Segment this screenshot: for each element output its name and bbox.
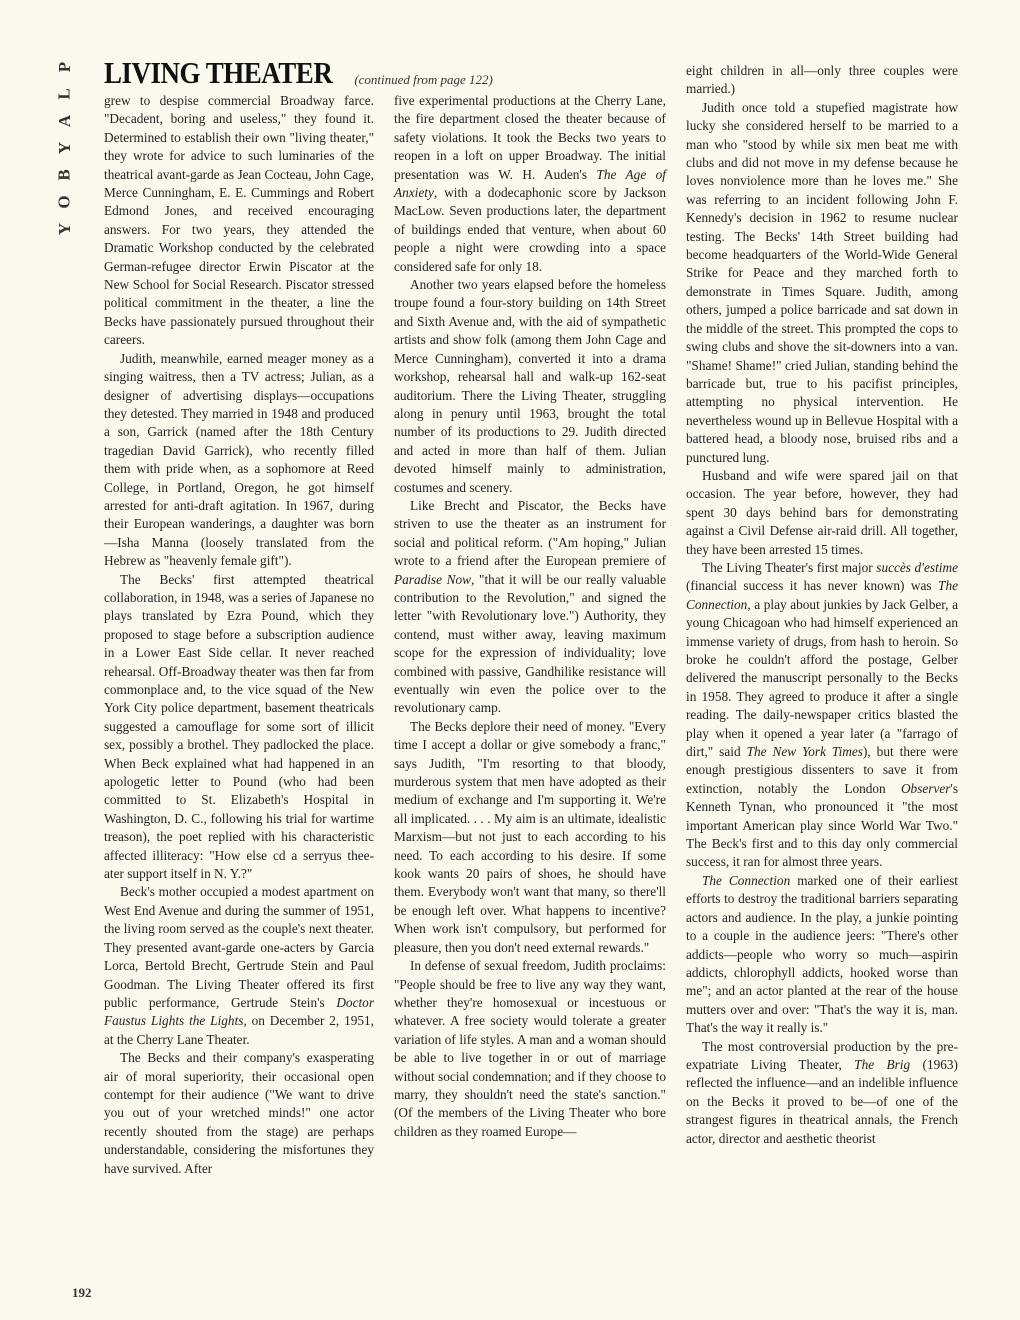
- paragraph: Like Brecht and Piscator, the Becks have striven to use the theater as an instrument for social and political reform. ("Am hoping," Julian wrote to a friend after the European premiere of Paradise Now, "that it will be our really valuable contribution to the Revolution," and signed the letter "with Revolutionary love.") Authority, they contend, must wither away, leaving maximum scope for the expression of individuality; love combined with passive, Gandhilike resistance will eventually win even the police over to the revolutionary camp.: [394, 497, 666, 716]
- sidebar-letter: Y: [55, 222, 74, 236]
- paragraph: The Becks deplore their need of money. "Every time I accept a dollar or give somebody a franc," says Judith, "I'm resorting to that bloody, murderous system that men have adopted as their medium of exchange and I'm supporting it. We're all implicated. . . . My aim is an ultimate, idealistic Marxism—but not just to each according to his need. To each according to his desire. If some kook wants 20 pairs of shoes, he should have them. Everybody won't want that many, so there'll be enough left over. What happens to incentive? When work isn't compulsory, but performed for pleasure, then you don't need external rewards.": [394, 718, 666, 955]
- article-title: LIVING THEATER: [104, 55, 333, 90]
- publication-title: The New York Times: [746, 744, 863, 760]
- work-title: Paradise Now: [394, 571, 472, 587]
- work-title: Doctor Faustus Lights the Lights: [104, 994, 374, 1029]
- sidebar-letter: L: [55, 88, 74, 100]
- text-column-3: [686, 62, 958, 1148]
- paragraph: The most controversial production by the pre-expatriate Living Theater, The Brig (1963) reflected the influence—and an indelible influence on the Becks it proved to be—of one of the strangest figures in theatrical annals, the French actor, director and aesthetic theorist: [686, 1038, 958, 1146]
- foreign-phrase: succès d'estime: [876, 559, 958, 575]
- paragraph: The Becks and their company's exasperating air of moral superiority, their occasional open contempt for their audience ("We want to drive you out of your wretched minds!" one actor recently shouted from the stage) are perhaps understandable, considering the misfortunes they have survived. After: [104, 1050, 374, 1176]
- sidebar-letter: Y: [55, 141, 74, 155]
- work-title: The Connection: [702, 872, 791, 888]
- work-title: The Age of Anxiety: [394, 166, 666, 201]
- magazine-sidebar-label: [52, 56, 78, 240]
- publication-title: Observer: [900, 780, 951, 796]
- sidebar-letter: A: [55, 114, 74, 128]
- continued-note: (continued from page 122): [354, 72, 493, 87]
- page-number: 192: [72, 1285, 92, 1300]
- paragraph: The Becks' first attempted theatrical collaboration, in 1948, was a series of Japanese no plays translated by Ezra Pound, which they proposed to stage before a subscription audience in a Lower East Side cellar. It never reached rehearsal. Off-Broadway theater was then far from commonplace and, to the vice squad of the New York City police department, basement theatricals suggested a camouflage for some sort of illicit sex, possibly a brothel. They padlocked the place. When Beck explained what had happened in an apologetic letter to Pound (who had been committed to St. Elizabeth's Hospital in Washington, D. C., following his trial for wartime treason), the poet replied with his characteristic affected illiteracy: "How else cd a serryus thee-ater support itself in N. Y.?": [104, 571, 374, 882]
- sidebar-letter: O: [54, 195, 74, 209]
- paragraph: Beck's mother occupied a modest apartment on West End Avenue and during the summer of 1951, the living room served as the couple's next theater. They presented avant-garde one-acters by Garcia Lorca, Bertold Brecht, Gertrude Stein and Paul Goodman. The Living Theater offered its first public performance, Gertrude Stein's Doctor Faustus Lights the Lights, on December 2, 1951, at the Cherry Lane Theater.: [104, 884, 374, 1047]
- paragraph: In defense of sexual freedom, Judith proclaims: "People should be free to live any way they want, whether they're homosexual or incestuous or whatever. A free society would tolerate a greater variation of life styles. A man and a woman should be able to live together in or out of marriage without social condemnation; and if they choose to marry, they shouldn't need the state's sanction." (Of the members of the Living Theater who bore children as they roamed Europe—: [394, 958, 666, 1139]
- text-column-1: [104, 92, 374, 1178]
- paragraph: Another two years elapsed before the homeless troupe found a four-story building on 14th Street and Sixth Avenue and, with the aid of sympathetic artists and show folk (among them John Cage and Merce Cunningham), converted it into a drama workshop, rehearsal hall and walk-up 162-seat auditorium. There the Living Theater, struggling along in penury until 1963, brought the total number of its productions to 29. Judith directed and acted in more than half of them. Julian devoted himself mainly to administration, costumes and scenery.: [394, 277, 666, 495]
- paragraph: Judith once told a stupefied magistrate how lucky she considered herself to be married to a man who "stood by while six men beat me with clubs and did not move in my defense because he loves nonviolence more than he loves me." She was referring to an incident following John F. Kennedy's decision in 1962 to resume nuclear testing. The Becks' 14th Street building had become headquarters of the World-Wide General Strike for Peace and they marched forth to demonstrate in Times Square. Judith, among others, jumped a police barricade and sat down in the middle of the street. This prompted the cops to swing clubs and shove the sit-downers into a van. "Shame! Shame!" cried Julian, standing behind the barricade but, true to his pacifist principles, attempting no physical intervention. He nevertheless wound up in Bellevue Hospital with a battered head, a bloody nose, bruised ribs and a punctured lung.: [686, 99, 958, 465]
- paragraph: The Connection marked one of their earliest efforts to destroy the traditional barriers separating actors and audience. In the play, a junkie pointing to a couple in the audience jeers: "There's other addicts—people who worry so much—aspirin addicts, chlorophyll addicts, hooked worse than me"; and an actor planted at the rear of the house mutters over and over: "That's the way it is, man. That's the way it really is.": [686, 872, 959, 1036]
- paragraph: grew to despise commercial Broadway farce. "Decadent, boring and useless," they found it. Determined to establish their own "living theater," they wrote for advice to such luminaries of the theatrical avant-garde as Jean Cocteau, John Cage, Merce Cunningham, E. E. Cummings and Robert Edmond Jones, and received encouraging answers. For two years, they attended the Dramatic Workshop conducted by the celebrated German-refugee director Erwin Piscator at the New School for Social Research. Piscator stressed political commitment in the theater, a line the Becks have passionately pursued throughout their careers.: [104, 93, 374, 348]
- paragraph: eight children in all—only three couples were married.): [686, 63, 958, 97]
- work-title: The Connection: [686, 578, 958, 612]
- text-column-2: [394, 92, 666, 1141]
- sidebar-letter: P: [54, 61, 74, 73]
- paragraph: Husband and wife were spared jail on that occasion. The year before, however, they had spent 30 days behind bars for demonstrating against a Civil Defense air-raid drill. All together, they have been arrested 15 times.: [686, 467, 958, 557]
- paragraph: Judith, meanwhile, earned meager money as a singing waitress, then a TV actress; Julian, as a designer of advertising displays—occupations they detested. They married in 1948 and produced a son, Garrick (named after the 18th Century tragedian David Garrick), who recently filled them with pride when, as a sophomore at Reed College, in Portland, Oregon, he got himself arrested for anti-draft agitation. In 1967, during their European wanderings, a daughter was born—Isha Manna (loosely translated from the Hebrew as "heavenly female gift").: [104, 350, 374, 569]
- article-header: [104, 55, 493, 91]
- paragraph: The Living Theater's first major succès d'estime (financial success it has never known) was The Connection, a play about junkies by Jack Gelber, a young Chicagoan who had himself experienced an immense variety of drugs, from hash to heroin. So broke he couldn't afford the postage, Gelber delivered the manuscript personally to the Becks in 1958. They agreed to produce it after a single reading. The daily-newspaper critics blasted the play when it opened a year later (a "farrago of dirt," said The New York Times), but there were enough prestigious dissenters to save it from extinction, notably the London Observer's Kenneth Tynan, who pronounced it "the most important American play since World War Two." The Beck's first and to this day only commercial success, it ran for almost three years.: [686, 559, 958, 870]
- paragraph: five experimental productions at the Cherry Lane, the fire department closed the theater because of safety violations. It took the Becks two years to reopen in a loft on upper Broadway. The initial presentation was W. H. Auden's The Age of Anxiety, with a dodecaphonic score by Jackson MacLow. Seven productions later, the department of buildings ended that venture, when about 60 people a night were crowding into a space considered safe for only 18.: [394, 93, 666, 274]
- sidebar-letter: B: [55, 169, 74, 181]
- work-title: The Brig: [854, 1056, 911, 1072]
